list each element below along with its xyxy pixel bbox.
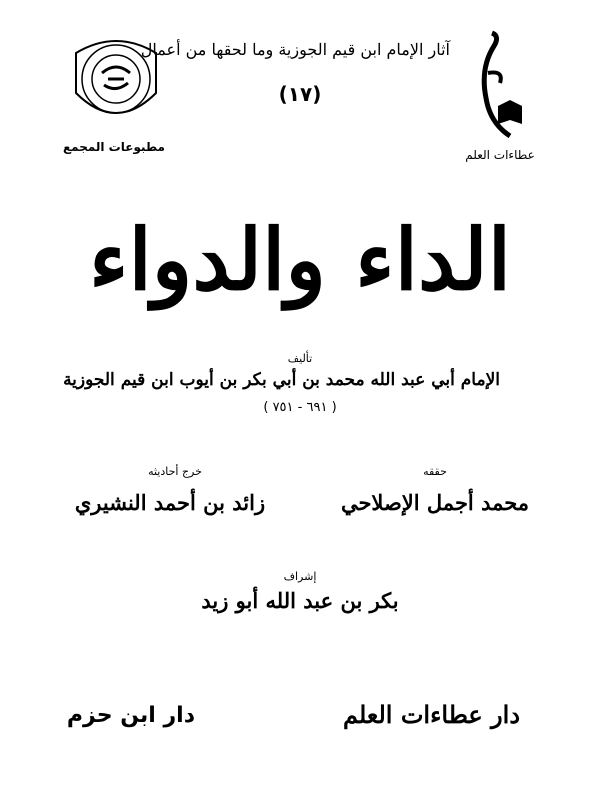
academy-publications-label: مطبوعات المجمع bbox=[62, 140, 165, 154]
supervisor-name: بكر بن عبد الله أبو زيد bbox=[201, 588, 399, 613]
hadith-label: خرج أحاديثه bbox=[148, 465, 202, 478]
book-title: الداء والدواء bbox=[88, 210, 512, 309]
series-number: (١٧) bbox=[278, 82, 322, 106]
publisher-ataat-alilm: دار عطاءات العلم bbox=[343, 700, 520, 729]
ataat-alilm-label: عطاءات العلم bbox=[465, 148, 535, 162]
series-title: آثار الإمام ابن قيم الجوزية وما لحقها من أعمال bbox=[140, 40, 450, 59]
editor-label: حققه bbox=[423, 465, 447, 478]
supervision-label: إشراف bbox=[283, 570, 317, 583]
author-name: الإمام أبي عبد الله محمد بن أبي بكر بن أيوب ابن قيم الجوزية bbox=[63, 370, 500, 390]
hadith-verifier-name: زائد بن أحمد النشيري bbox=[74, 490, 266, 515]
editor-name: محمد أجمل الإصلاحي bbox=[340, 490, 530, 515]
publisher-ibn-hazm: دار ابن حزم bbox=[66, 703, 195, 728]
author-dates: ( ٦٩١ - ٧٥١ ) bbox=[263, 400, 337, 415]
ataat-alilm-logo bbox=[470, 28, 530, 138]
author-label: تأليف bbox=[287, 352, 313, 365]
